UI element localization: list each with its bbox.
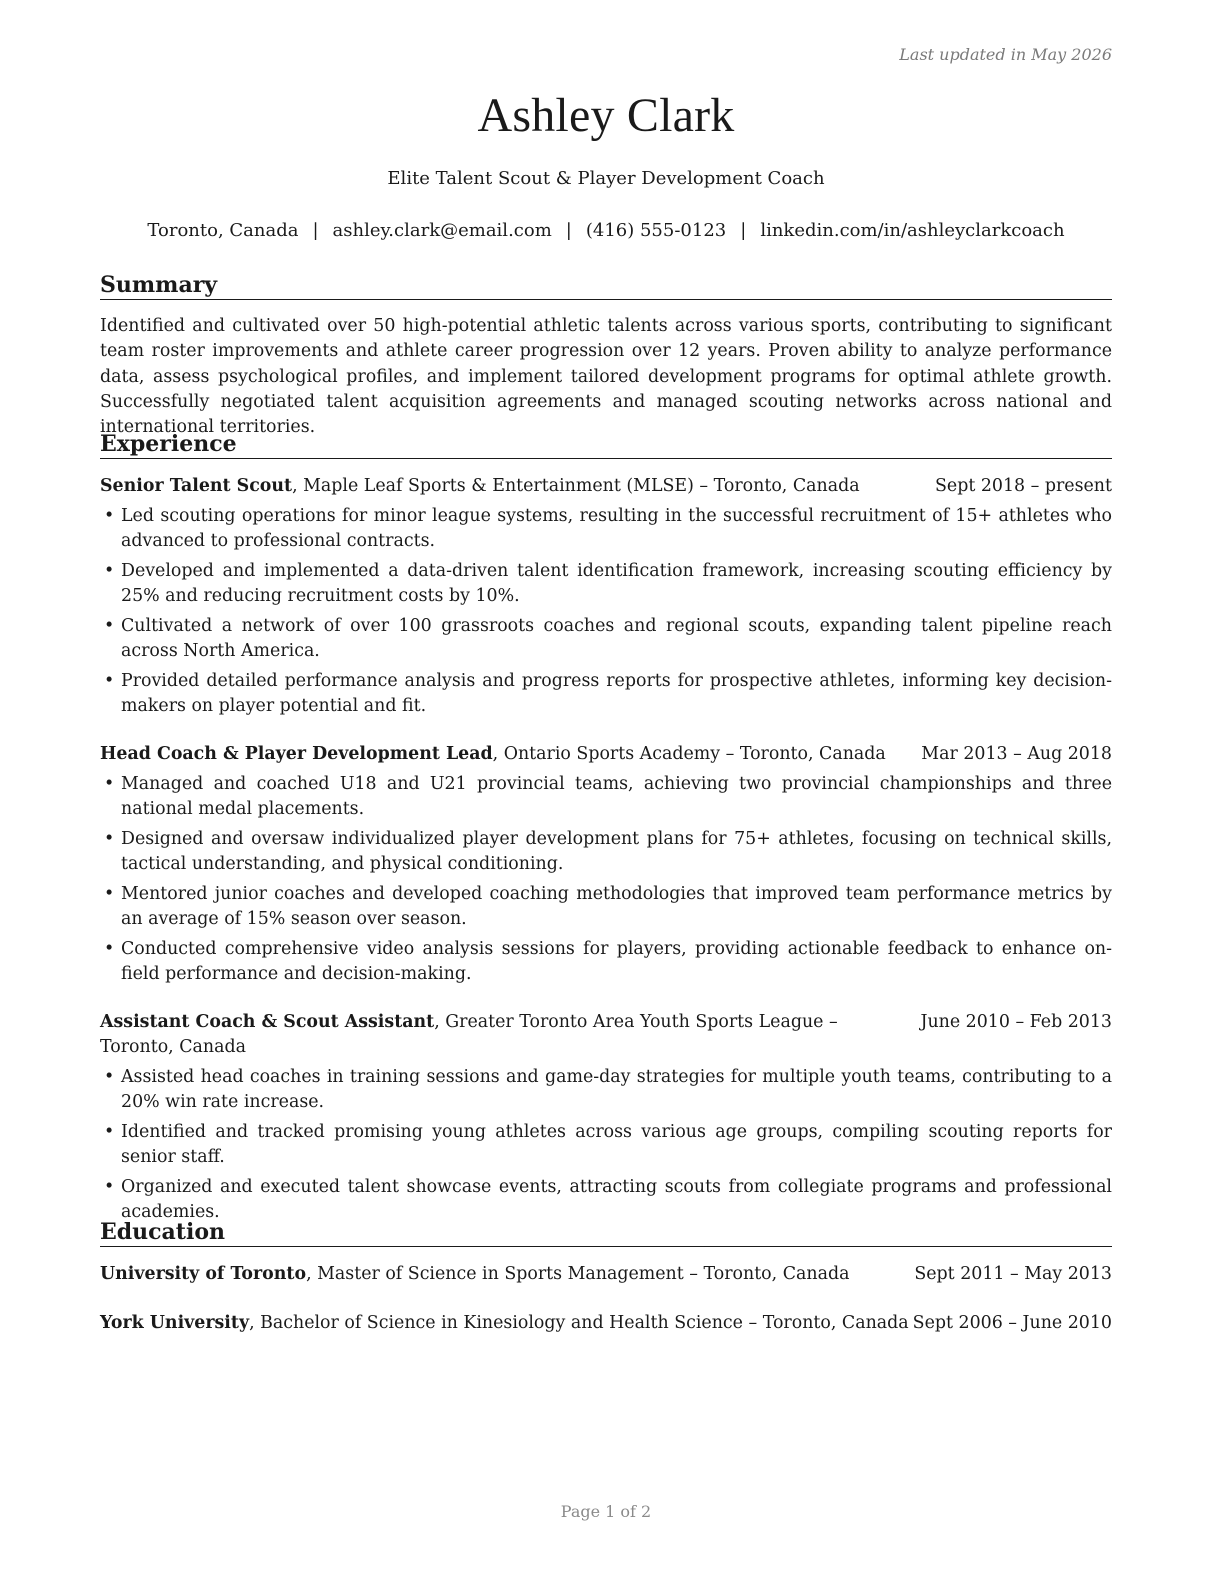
contact-line (100, 220, 1112, 241)
bullet-text: Developed and implemented a data-driven talent identification framework, increasing scouting efficiency by 25% and reducing recruitment costs by 10%. (121, 561, 1112, 606)
bullet-dot-icon: • (104, 506, 115, 526)
job-dates: Mar 2013 – Aug 2018 (921, 744, 1112, 764)
bullet-dot-icon: • (104, 1122, 115, 1142)
list-item (100, 669, 1112, 719)
contact-location: Toronto, Canada (147, 220, 299, 241)
list-item (100, 1065, 1112, 1115)
bullet-text: Cultivated a network of over 100 grassroots coaches and regional scouts, expanding talent pipeline reach across North America. (121, 616, 1112, 661)
bullet-dot-icon: • (104, 1067, 115, 1087)
education-entry (100, 1262, 1112, 1287)
contact-email[interactable]: ashley.clark@email.com (332, 220, 552, 241)
job-role: Assistant Coach & Scout Assistant (100, 1012, 435, 1032)
bullet-dot-icon: • (104, 884, 115, 904)
page-number: Page 1 of 2 (560, 1502, 652, 1521)
job-bullets (100, 504, 1112, 724)
education-school: University of Toronto (100, 1264, 307, 1284)
bullet-dot-icon: • (104, 561, 115, 581)
bullet-text: Conducted comprehensive video analysis sessions for players, providing actionable feedback to enhance on-field performance and decision-making. (121, 939, 1112, 984)
list-item (100, 882, 1112, 932)
bullet-text: Assisted head coaches in training sessions and game-day strategies for multiple youth teams, contributing to a 20% win rate increase. (121, 1067, 1112, 1112)
bullet-text: Managed and coached U18 and U21 provincial teams, achieving two provincial championships and three national medal placements. (121, 774, 1112, 819)
contact-separator: | (565, 220, 572, 241)
job-org: , Greater Toronto Area Youth Sports League – Toronto, Canada (100, 1012, 838, 1057)
bullet-dot-icon: • (104, 616, 115, 636)
education-dates: Sept 2006 – June 2010 (912, 1313, 1112, 1333)
bullet-text: Designed and oversaw individualized player development plans for 75+ athletes, focusing on technical skills, tactical understanding, and physical conditioning. (121, 829, 1112, 874)
job-dates: June 2010 – Feb 2013 (920, 1012, 1112, 1032)
job-bullets (100, 1065, 1112, 1230)
bullet-dot-icon: • (104, 829, 115, 849)
last-updated-note: Last updated in May 2026 (899, 45, 1112, 64)
bullet-text: Organized and executed talent showcase events, attracting scouts from collegiate programs and professional academies. (121, 1177, 1112, 1222)
list-item (100, 504, 1112, 554)
resume-page (100, 0, 1112, 1584)
contact-separator: | (740, 220, 747, 241)
list-item (100, 559, 1112, 609)
list-item (100, 827, 1112, 877)
education-dates: Sept 2011 – May 2013 (914, 1264, 1112, 1284)
bullet-text: Identified and tracked promising young athletes across various age groups, compiling scouting reports for senior staff. (121, 1122, 1112, 1167)
bullet-text: Mentored junior coaches and developed coaching methodologies that improved team performance metrics by an average of 15% season over season. (121, 884, 1112, 929)
job-header (100, 1010, 1112, 1060)
education-entry (100, 1311, 1112, 1336)
candidate-name: Ashley Clark (477, 89, 735, 142)
section-title-education: Education (100, 1219, 1112, 1247)
job-bullets (100, 772, 1112, 992)
section-title-experience: Experience (100, 431, 1112, 459)
contact-linkedin[interactable]: linkedin.com/in/ashleyclarkcoach (760, 220, 1065, 241)
job-role: Head Coach & Player Development Lead (100, 744, 493, 764)
job-dates: Sept 2018 – present (934, 476, 1112, 496)
list-item (100, 937, 1112, 987)
candidate-tagline: Elite Talent Scout & Player Development Coach (387, 168, 825, 189)
bullet-text: Provided detailed performance analysis and progress reports for prospective athletes, informing key decision-makers on player potential and fit. (121, 671, 1112, 716)
contact-phone[interactable]: (416) 555-0123 (585, 220, 727, 241)
education-school: York University (100, 1313, 250, 1333)
bullet-dot-icon: • (104, 671, 115, 691)
section-title-summary: Summary (100, 272, 1112, 300)
list-item (100, 1175, 1112, 1225)
job-role: Senior Talent Scout (100, 476, 293, 496)
job-header (100, 742, 1112, 767)
education-detail: , Bachelor of Science in Kinesiology and Health Science – Toronto, Canada (249, 1313, 909, 1333)
bullet-dot-icon: • (104, 939, 115, 959)
list-item (100, 614, 1112, 664)
education-detail: , Master of Science in Sports Management – Toronto, Canada (306, 1264, 850, 1284)
job-org: , Ontario Sports Academy – Toronto, Canada (492, 744, 886, 764)
bullet-dot-icon: • (104, 1177, 115, 1197)
list-item (100, 1120, 1112, 1170)
list-item (100, 772, 1112, 822)
job-header (100, 474, 1112, 499)
contact-separator: | (312, 220, 319, 241)
bullet-text: Led scouting operations for minor league systems, resulting in the successful recruitment of 15+ athletes who advanced to professional contracts. (121, 506, 1112, 551)
job-org: , Maple Leaf Sports & Entertainment (MLSE) – Toronto, Canada (292, 476, 860, 496)
summary-text: Identified and cultivated over 50 high-potential athletic talents across various sports, contributing to significant team roster improvements and athlete career progression over 12 years. Proven ability to analyze performance data, assess psychological profiles, and implement tailored development programs for optimal athlete growth. Successfully negotiated talent acquisition agreements and managed scouting networks across national and international territories. (100, 316, 1112, 438)
bullet-dot-icon: • (104, 774, 115, 794)
